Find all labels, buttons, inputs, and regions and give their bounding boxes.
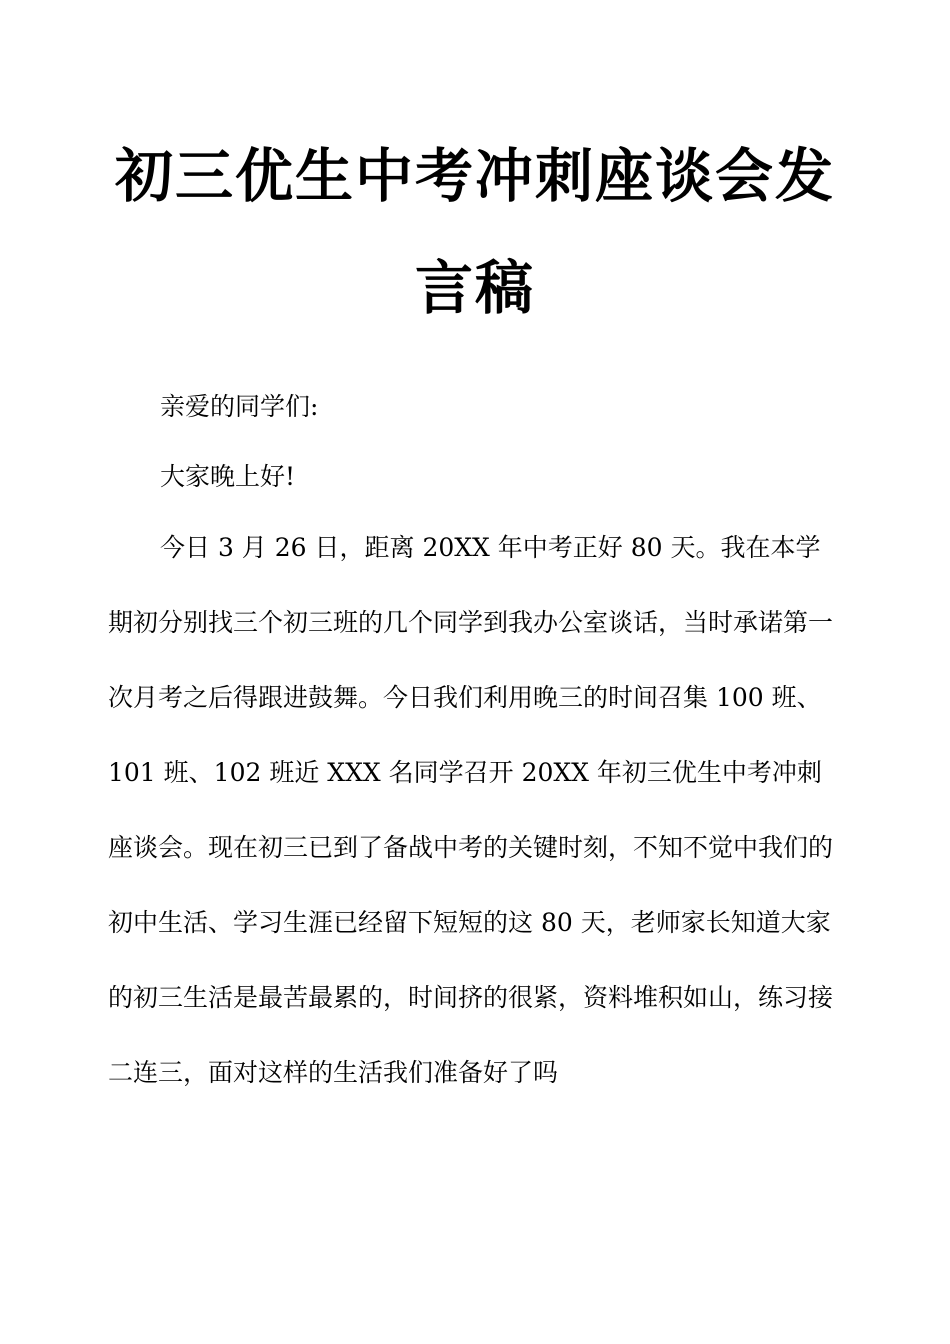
document-body xyxy=(108,388,843,1110)
greeting: 大家晚上好! xyxy=(160,462,296,491)
salutation: 亲爱的同学们: xyxy=(160,392,319,421)
body-paragraph: 今日 3 月 26 日，距离 20XX 年中考正好 80 天。我在本学期初分别找三个初三班的几个同学到我办公室谈话，当时承诺第一次月考之后得跟进鼓舞。今日我们利用晚三的时间召集 100 班、101 班、102 班近 XXX 名同学召开 20XX 年初三优生中考冲刺座谈会。现在初三已到了备战中考的关键时刻，不知不觉中我们的初中生活、学习生涯已经留下短短的这 80 天，老师家长知道大家的初三生活是最苦最累的，时间挤的很紧，资料堆积如山，练习接二连三，面对这样的生活我们准备好了吗 xyxy=(108,533,834,1087)
document-title: 初三优生中考冲刺座谈会发言稿 xyxy=(114,142,835,322)
